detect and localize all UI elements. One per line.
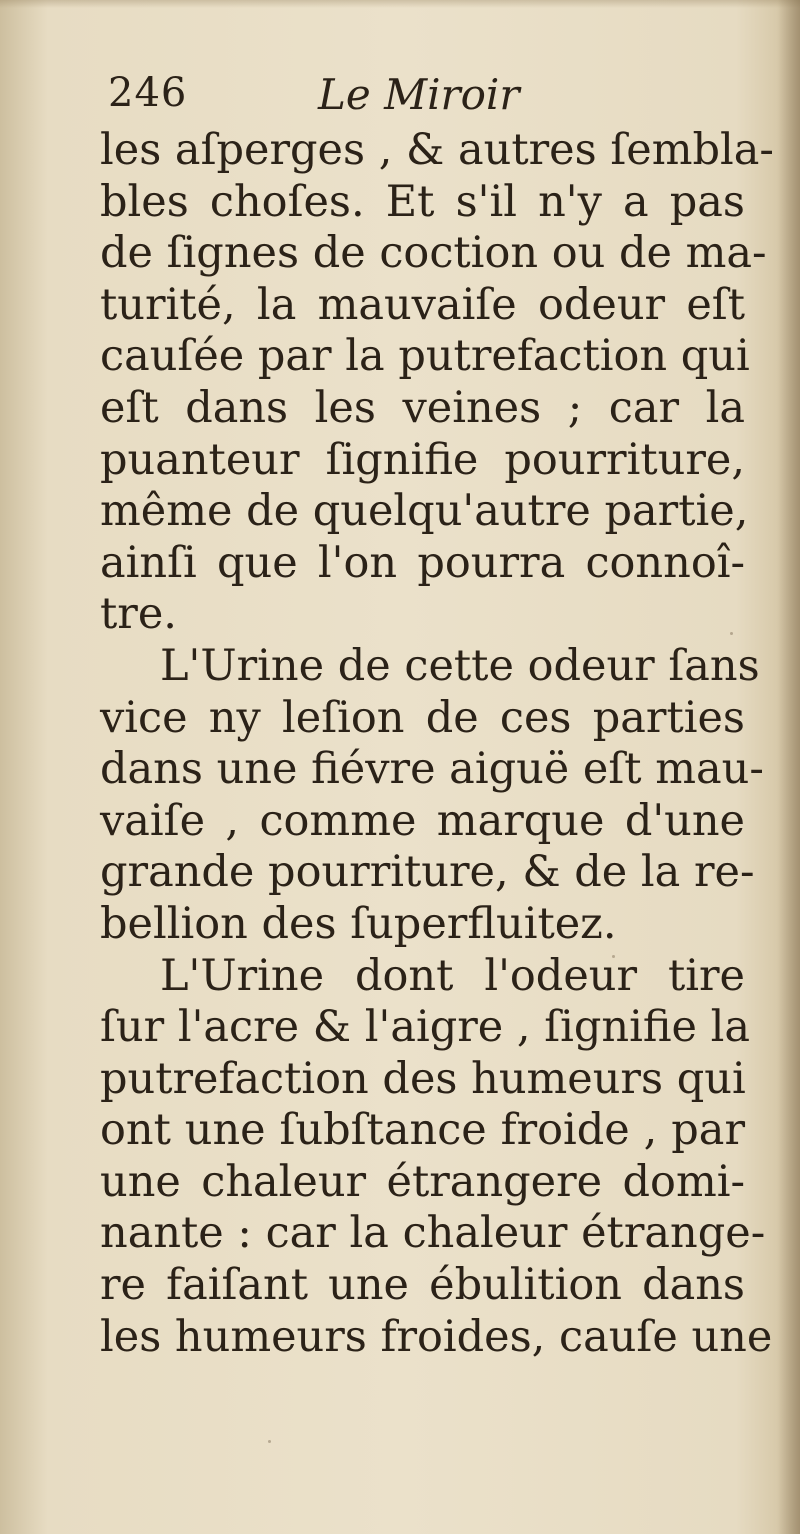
text-line: bellion des ſuperfluitez.: [100, 898, 617, 949]
text-line: ainſi que l'on pourra connoî-: [100, 537, 745, 588]
paragraph-start-line: L'Urine dont l'odeur tire: [160, 950, 745, 1001]
running-title: Le Miroir: [318, 70, 520, 119]
text-line: vaiſe , comme marque d'une: [100, 795, 745, 846]
page-header: [108, 70, 748, 130]
text-line: puanteur ſignifie pourriture,: [100, 434, 745, 485]
text-line: putrefaction des humeurs qui: [100, 1053, 746, 1104]
text-line: de ſignes de coction ou de ma-: [100, 228, 767, 279]
paper-speck: [612, 955, 615, 958]
text-line: nante : car la chaleur étrange-: [100, 1208, 766, 1259]
page-number: 246: [108, 70, 188, 116]
paper-speck: [268, 1440, 271, 1443]
text-line: une chaleur étrangere domi-: [100, 1156, 745, 1207]
text-line: dans une fiévre aiguë eſt mau-: [100, 744, 764, 795]
text-line: re faiſant une ébulition dans: [100, 1260, 745, 1311]
text-line: vice ny leſion de ces parties: [100, 692, 745, 743]
text-line: les aſperges , & autres ſembla-: [100, 125, 774, 175]
text-line: même de quelqu'autre partie,: [100, 486, 749, 537]
page-gutter-shadow: [778, 0, 800, 1534]
text-line: les humeurs froides, cauſe une: [100, 1311, 773, 1362]
text-line: tre.: [100, 589, 177, 640]
text-line: cauſée par la putrefaction qui: [100, 331, 750, 382]
text-line: turité, la mauvaiſe odeur eſt: [100, 279, 745, 330]
text-line: bles choſes. Et s'il n'y a pas: [100, 176, 745, 227]
page-top-edge: [0, 0, 800, 8]
text-line: ſur l'acre & l'aigre , ſignifie la: [100, 1002, 751, 1053]
text-line: grande pourriture, & de la re-: [100, 847, 755, 898]
body-text: [100, 125, 774, 1363]
text-line: eſt dans les veines ; car la: [100, 382, 745, 433]
text-line: ont une ſubſtance froide , par: [100, 1105, 745, 1156]
paper-speck: [730, 632, 733, 635]
paragraph-start-line: L'Urine de cette odeur ſans: [160, 640, 760, 691]
